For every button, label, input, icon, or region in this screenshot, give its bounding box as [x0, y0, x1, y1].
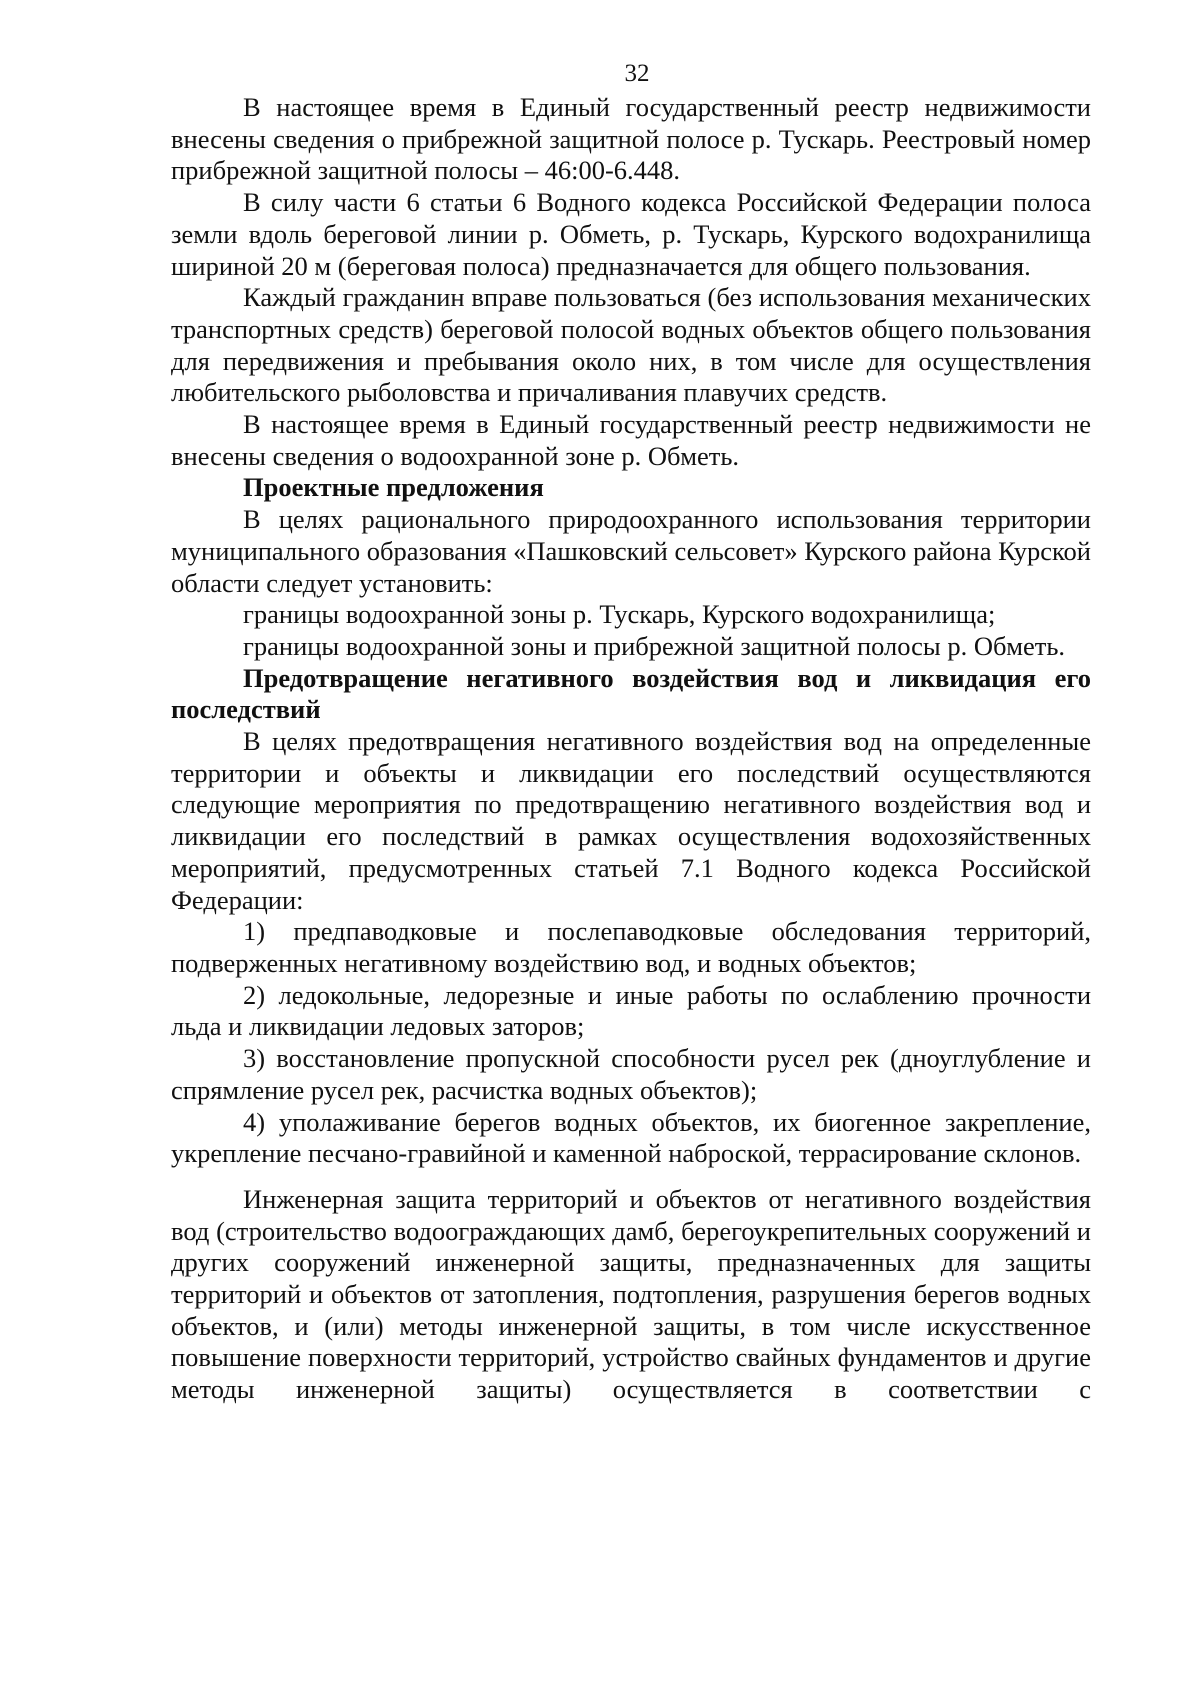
list-item-3: 3) восстановление пропускной способности русел рек (дноуглубление и спрямление русел рек, расчистка водных объектов); — [171, 1043, 1091, 1105]
paragraph-citizen-rights: Каждый гражданин вправе пользоваться (без использования механических транспортных средств) береговой полосой водных объектов общего пользования для передвижения и пребывания около них, в том числе для осуществления любительского рыболовства и причаливания плавучих средств. — [171, 282, 1091, 408]
list-item-4: 4) уполаживание берегов водных объектов, их биогенное закрепление, укрепление песчано-гравийной и каменной наброской, террасирование склонов. — [171, 1106, 1091, 1169]
paragraph-prevention-measures: В целях предотвращения негативного воздействия вод на определенные территории и объекты и ликвидации его последствий осуществляются следующие мероприятия по предотвращению негативного воздействия вод и ликвидации его последствий в рамках осуществления водохозяйственных мероприятий, предусмотренных статьей 7.1 Водного кодекса Российской Федерации: — [171, 726, 1091, 915]
paragraph-shore-strip-width: В силу части 6 статьи 6 Водного кодекса Российской Федерации полоса земли вдоль береговой линии р. Обметь, р. Тускарь, Курского водохранилища шириной 20 м (береговая полоса) предназначается для общего пользования. — [171, 187, 1091, 281]
paragraph-engineering-protection: Инженерная защита территорий и объектов от негативного воздействия вод (строительство водоограждающих дамб, берегоукрепительных сооружений и других сооружений инженерной защиты, предназначенных для защиты территорий и объектов от затопления, подтопления, разрушения берегов водных объектов, и (или) методы инженерной защиты, в том числе искусственное повышение поверхности территорий, устройство свайных фундаментов и другие методы инженерной защиты) осуществляется в соответствии с — [171, 1183, 1091, 1405]
page-number: 32 — [624, 60, 650, 87]
paragraph-boundaries-obmet: границы водоохранной зоны и прибрежной защитной полосы р. Обметь. — [243, 630, 1066, 661]
heading-project-proposals: Проектные предложения — [243, 472, 544, 503]
paragraph-water-protection-zone-registry: В настоящее время в Единый государственный реестр недвижимости не внесены сведения о водоохранной зоне р. Обметь. — [171, 409, 1091, 471]
document-page — [171, 58, 1091, 1406]
paragraph-boundaries-tuskar: границы водоохранной зоны р. Тускарь, Курского водохранилища; — [243, 599, 996, 630]
list-item-2: 2) ледокольные, ледорезные и иные работы по ослаблению прочности льда и ликвидации ледовых заторов; — [171, 979, 1091, 1042]
list-item-1: 1) предпаводковые и послепаводковые обследования территорий, подверженных негативному воздействию вод, и водных объектов; — [171, 916, 1091, 978]
heading-prevention-negative-impact: Предотвращение негативного воздействия вод и ликвидация его последствий — [171, 662, 1091, 725]
paragraph-registry-coastal-strip: В настоящее время в Единый государственный реестр недвижимости внесены сведения о прибрежной защитной полосе р. Тускарь. Реестровый номер прибрежной защитной полосы – 46:00-6.448. — [171, 92, 1091, 186]
paragraph-rational-use: В целях рационального природоохранного использования территории муниципального образования «Пашковский сельсовет» Курского района Курской области следует установить: — [171, 504, 1091, 598]
